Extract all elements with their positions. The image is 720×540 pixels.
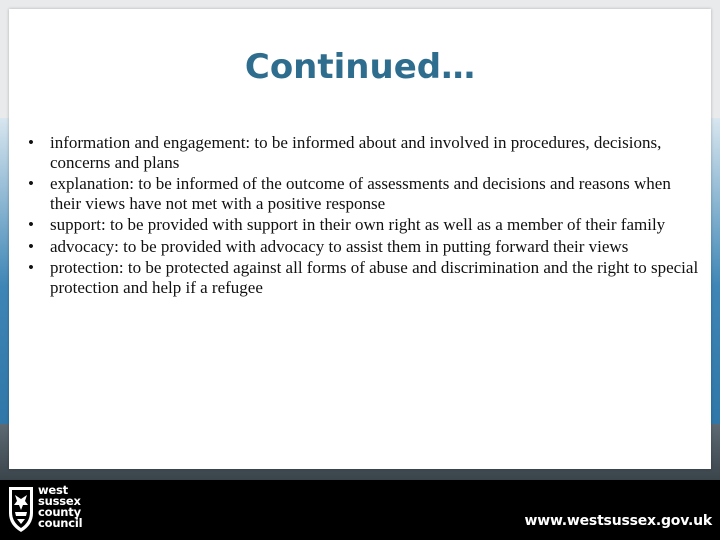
bullet-list bbox=[25, 133, 705, 299]
bullet-text: protection: to be protected against all forms of abuse and discrimination and the right to special protection and help if a refugee bbox=[50, 258, 699, 297]
county-crest-icon bbox=[8, 485, 34, 533]
logo-line: sussex bbox=[38, 494, 81, 508]
bullet-marker: • bbox=[28, 237, 34, 255]
website-url-link[interactable]: www.westsussex.gov.uk bbox=[524, 513, 712, 529]
slide-title: Continued… bbox=[244, 47, 476, 87]
bullet-text: explanation: to be informed of the outcome of assessments and decisions and reasons when their views have not met with a positive response bbox=[50, 174, 671, 213]
logo-line: county bbox=[38, 505, 81, 519]
bullet-item bbox=[25, 258, 705, 297]
bullet-item bbox=[25, 237, 705, 257]
bullet-text: information and engagement: to be informed about and involved in procedures, decisions, concerns and plans bbox=[50, 133, 662, 172]
bullet-marker: • bbox=[28, 216, 34, 233]
council-logo[interactable] bbox=[8, 485, 128, 535]
slide-content-panel bbox=[9, 9, 711, 469]
bullet-marker: • bbox=[28, 134, 34, 151]
bullet-marker: • bbox=[28, 175, 34, 192]
bullet-item bbox=[25, 215, 705, 235]
logo-line: council bbox=[38, 516, 83, 530]
bullet-item bbox=[25, 133, 705, 172]
bullet-marker: • bbox=[28, 259, 34, 276]
logo-wordmark bbox=[38, 485, 82, 529]
bullet-text: support: to be provided with support in their own right as well as a member of their family bbox=[50, 215, 666, 234]
bullet-text: advocacy: to be provided with advocacy to assist them in putting forward their views bbox=[50, 236, 629, 256]
logo-line: west bbox=[38, 483, 68, 497]
bullet-item bbox=[25, 174, 705, 213]
